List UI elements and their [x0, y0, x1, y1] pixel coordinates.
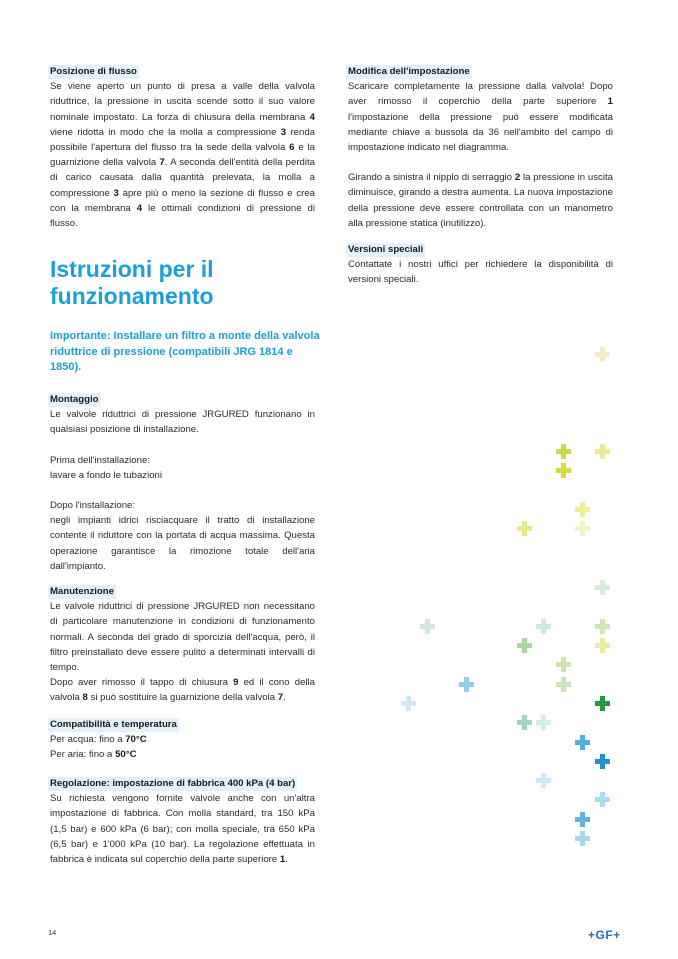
plus-icon	[575, 521, 590, 536]
mounting-p2-text: lavare a fondo le tubazioni	[50, 469, 163, 481]
compat-air: Per aria: fino a 50°C	[50, 749, 137, 761]
page-number: 14	[48, 928, 57, 937]
plus-icon	[517, 638, 532, 653]
compat-water: Per acqua: fino a 70°C	[50, 734, 147, 746]
maintenance-p1: Le valvole riduttrici di pressione JRGURED non necessitano di particolare manutenzione in condizioni di funzionamento normali. A seconda del grado di sporcizia dell'acqua, però, il filtro preinstallato deve essere pulito a determinati intervalli di tempo.	[50, 601, 315, 674]
mounting-section	[50, 392, 315, 574]
plus-icon	[595, 347, 610, 362]
plus-icon	[536, 715, 551, 730]
plus-icon	[595, 754, 610, 769]
maintenance-heading: Manutenzione	[50, 586, 114, 597]
modify-p1: Scaricare completamente la pressione dalla valvola! Dopo aver rimosso il coperchio della parte superiore 1 l'impostazione della pressione può essere modificata mediante chiave a bussola da 36 nell'ambito del campo di impostazione indicato nel diagramma.	[348, 81, 613, 154]
plus-icon	[595, 580, 610, 595]
special-heading: Versioni speciali	[348, 244, 424, 255]
regulation-section	[50, 776, 315, 867]
flow-heading: Posizione di flusso	[50, 66, 137, 77]
mounting-p3	[50, 498, 315, 574]
plus-icon	[401, 696, 416, 711]
maintenance-section	[50, 584, 315, 706]
compat-section	[50, 717, 315, 763]
plus-icon	[575, 812, 590, 827]
plus-icon	[517, 715, 532, 730]
mounting-heading: Montaggio	[50, 394, 99, 405]
plus-icon	[556, 677, 571, 692]
mounting-p1: Le valvole riduttrici di pressione JRGURED funzionano in qualsiasi posizione di installazione.	[50, 409, 315, 436]
plus-icon	[595, 619, 610, 634]
important-note: Importante: Installare un filtro a monte della valvola riduttrice di pressione (compatibili JRG 1814 e 1850).	[50, 330, 320, 373]
flow-section	[50, 64, 315, 231]
plus-icon	[556, 444, 571, 459]
plus-icon	[595, 638, 610, 653]
plus-icon	[420, 619, 435, 634]
gf-logo: +GF+	[588, 928, 621, 942]
plus-icon	[575, 831, 590, 846]
plus-icon	[595, 792, 610, 807]
compat-heading: Compatibilità e temperatura	[50, 719, 177, 730]
special-section	[348, 242, 613, 288]
regulation-text: Su richiesta vengono fornite valvole anche con un'altra impostazione di fabbrica. Con molla standard, tra 150 kPa (1,5 bar) e 600 kPa (6 bar); con molla speciale, tra 650 kPa (6,5 bar) e 1'000 kPa (10 bar). La regolazione effettuata in fabbrica è indicata sul coperchio della parte superiore 1.	[50, 793, 315, 866]
mounting-p3-label: Dopo l'installazione:	[50, 500, 136, 512]
modify-p2: Girando a sinistra il nipplo di serraggio 2 la pressione in uscita diminuisce, girando a destra aumenta. La nuova impostazione della pressione deve essere controllata con un manometro alla pressione statica (inutilizzo).	[348, 172, 613, 229]
mounting-p2	[50, 453, 315, 483]
modify-section	[348, 64, 613, 231]
mounting-p2-label: Prima dell'installazione:	[50, 454, 150, 466]
plus-icon	[595, 696, 610, 711]
plus-icon	[556, 657, 571, 672]
plus-icon	[575, 735, 590, 750]
modify-heading: Modifica dell'impostazione	[348, 66, 470, 77]
title-line-1: Istruzioni per il	[50, 256, 214, 282]
special-text: Contattate i nostri uffici per richiedere la disponibilità di versioni speciali.	[348, 259, 613, 286]
mounting-p3-text: negli impianti idrici risciacquare il tratto di installazione contente il riduttore con la portata di acqua massima. Questa operazione garantisce la rimozione totale dell'aria dall'impianto.	[50, 515, 315, 572]
plus-icon	[595, 444, 610, 459]
plus-icon	[459, 677, 474, 692]
page-title	[50, 256, 320, 310]
regulation-heading: Regolazione: impostazione di fabbrica 400 kPa (4 bar)	[50, 778, 296, 789]
title-line-2: funzionamento	[50, 283, 214, 309]
maintenance-p2: Dopo aver rimosso il tappo di chiusura 9 ed il cono della valvola 8 si può sostituire la guarnizione della valvola 7.	[50, 677, 316, 704]
plus-icon	[575, 502, 590, 517]
flow-text: Se viene aperto un punto di presa a valle della valvola riduttrice, la pressione in uscita scende sotto il suo valore nominale impostato. La forza di chiusura della membrana 4 viene ridotta in modo che la molla a compressione 3 renda possibile l'apertura del flusso tra la sede della valvola 6 e la guarnizione della valvola 7. A seconda dell'entità della perdita di carico causata dalla quantità prelevata, la molla a compressione 3 apre più o meno la sezione di flusso e crea con la membrana 4 le ottimali condizioni di pressione di flusso.	[50, 81, 316, 230]
plus-icon	[556, 463, 571, 478]
plus-icon	[536, 619, 551, 634]
plus-icon	[536, 773, 551, 788]
plus-icon	[517, 521, 532, 536]
